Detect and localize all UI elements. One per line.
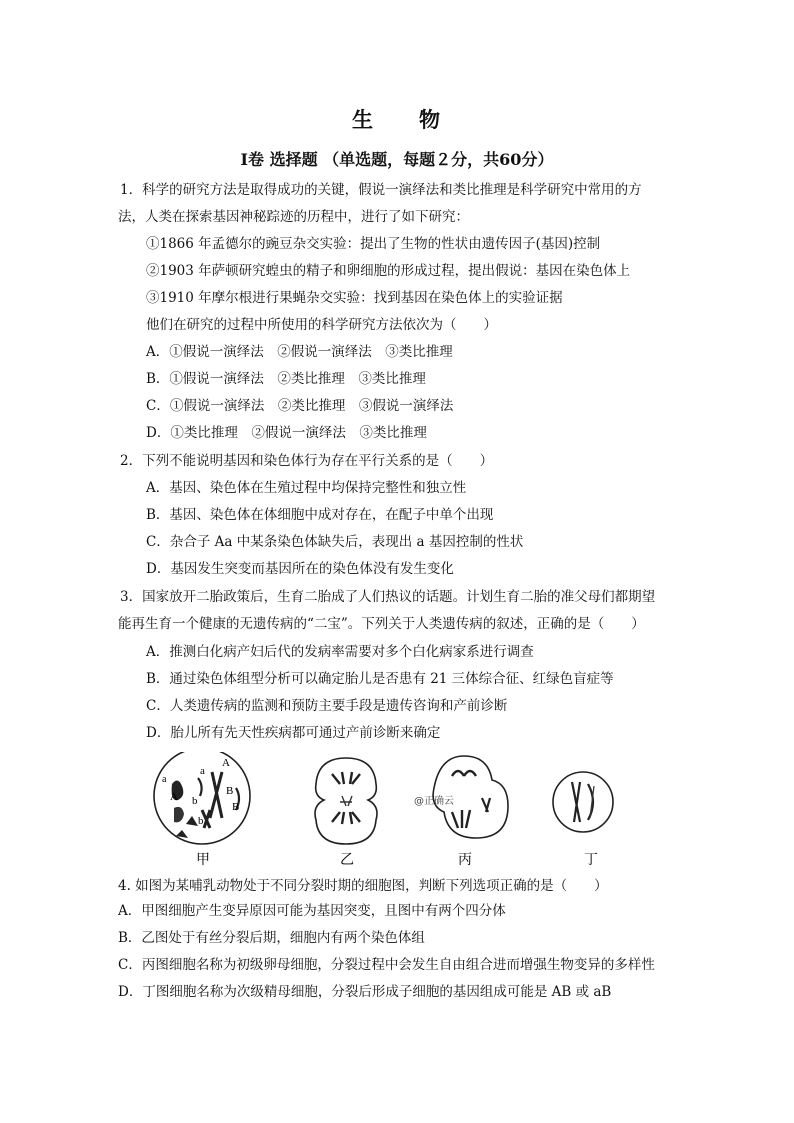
q4-option-d: D．丁图细胞名称为次级精母细胞，分裂后形成子细胞的基因组成可能是 AB 或 aB xyxy=(118,984,612,1000)
cell-ding xyxy=(553,772,613,832)
q3-option-d: D．胎儿所有先天性疾病都可通过产前诊断来确定 xyxy=(146,725,441,741)
q3-option-b: B．通过染色体组型分析可以确定胎儿是否患有 21 三体综合征、红绿色盲症等 xyxy=(146,671,614,687)
q2-stem: 2．下列不能说明基因和染色体行为存在平行关系的是（ ） xyxy=(120,453,494,469)
q1-item-2: ②1903 年萨顿研究蝗虫的精子和卵细胞的形成过程，提出假说：基因在染色体上 xyxy=(146,263,631,279)
cell-yi xyxy=(315,758,377,844)
label-bing: 丙 xyxy=(458,852,472,868)
q2-option-b: B．基因、染色体在体细胞中成对存在，在配子中单个出现 xyxy=(146,507,494,523)
page-title xyxy=(0,104,794,134)
label-jia: 甲 xyxy=(196,852,210,868)
watermark: @正确云 xyxy=(414,796,454,807)
q1-option-c: C．①假说一演绎法 ②类比推理 ③假说一演绎法 xyxy=(146,398,454,414)
q3-option-a: A．推测白化病产妇后代的发病率需要对多个白化病家系进行调查 xyxy=(146,644,534,660)
q4-option-a: A．甲图细胞产生变异原因可能为基因突变，且图中有两个四分体 xyxy=(118,903,506,919)
gene-B-1: B xyxy=(226,785,234,797)
gene-B-2: B xyxy=(232,801,240,813)
title-right: 物 xyxy=(419,107,442,132)
cell-division-figure xyxy=(146,752,626,870)
gene-a-2: a xyxy=(200,765,205,777)
q1-stem-line1: 1．科学的研究方法是取得成功的关键，假说一演绎法和类比推理是科学研究中常用的方 xyxy=(120,182,642,198)
q3-option-c: C．人类遗传病的监测和预防主要手段是遗传咨询和产前诊断 xyxy=(146,698,508,714)
q2-option-a: A．基因、染色体在生殖过程中均保持完整性和独立性 xyxy=(146,480,467,496)
q3-stem-line2: 能再生育一个健康的无遗传病的“二宝”。下列关于人类遗传病的叙述，正确的是（ ） xyxy=(118,616,645,632)
gene-b-1: b xyxy=(192,795,198,807)
gene-A-2: A xyxy=(170,791,178,803)
gene-b-2: b xyxy=(198,815,204,827)
q1-option-d: D．①类比推理 ②假说一演绎法 ③类比推理 xyxy=(146,425,427,441)
q4-stem: 4. 如图为某哺乳动物处于不同分裂时期的细胞图，判断下列选项正确的是（ ） xyxy=(118,878,608,894)
q2-option-c: C．杂合子 Aa 中某条染色体缺失后，表现出 a 基因控制的性状 xyxy=(146,534,524,550)
q4-option-b: B．乙图处于有丝分裂后期，细胞内有两个染色体组 xyxy=(118,930,425,946)
q1-stem-line2: 法，人类在探索基因神秘踪迹的历程中，进行了如下研究： xyxy=(118,209,469,225)
q4-option-c: C．丙图细胞名称为初级卵母细胞，分裂过程中会发生自由组合进而增强生物变异的多样性 xyxy=(118,957,655,973)
q1-stem-line3: 他们在研究的过程中所使用的科学研究方法依次为（ ） xyxy=(146,317,497,333)
label-yi: 乙 xyxy=(340,852,354,868)
label-ding: 丁 xyxy=(584,852,598,868)
q2-option-d: D．基因发生突变而基因所在的染色体没有发生变化 xyxy=(146,561,454,577)
q1-item-3: ③1910 年摩尔根进行果蝇杂交实验：找到基因在染色体上的实验证据 xyxy=(146,290,563,306)
gene-a-1: a xyxy=(162,774,167,785)
q1-item-1: ①1866 年孟德尔的豌豆杂交实验：提出了生物的性状由遗传因子(基因)控制 xyxy=(146,236,601,252)
q1-option-a: A．①假说一演绎法 ②假说一演绎法 ③类比推理 xyxy=(146,344,453,360)
q3-stem-line1: 3．国家放开二胎政策后，生育二胎成了人们热议的话题。计划生育二胎的准父母们都期望 xyxy=(120,589,656,605)
q1-option-b: B．①假说一演绎法 ②类比推理 ③类比推理 xyxy=(146,371,426,387)
gene-A-1: A xyxy=(222,757,230,769)
title-left: 生 xyxy=(352,107,375,132)
section-heading: Ⅰ卷 选择题 （单选题，每题２分，共60分） xyxy=(240,150,554,169)
